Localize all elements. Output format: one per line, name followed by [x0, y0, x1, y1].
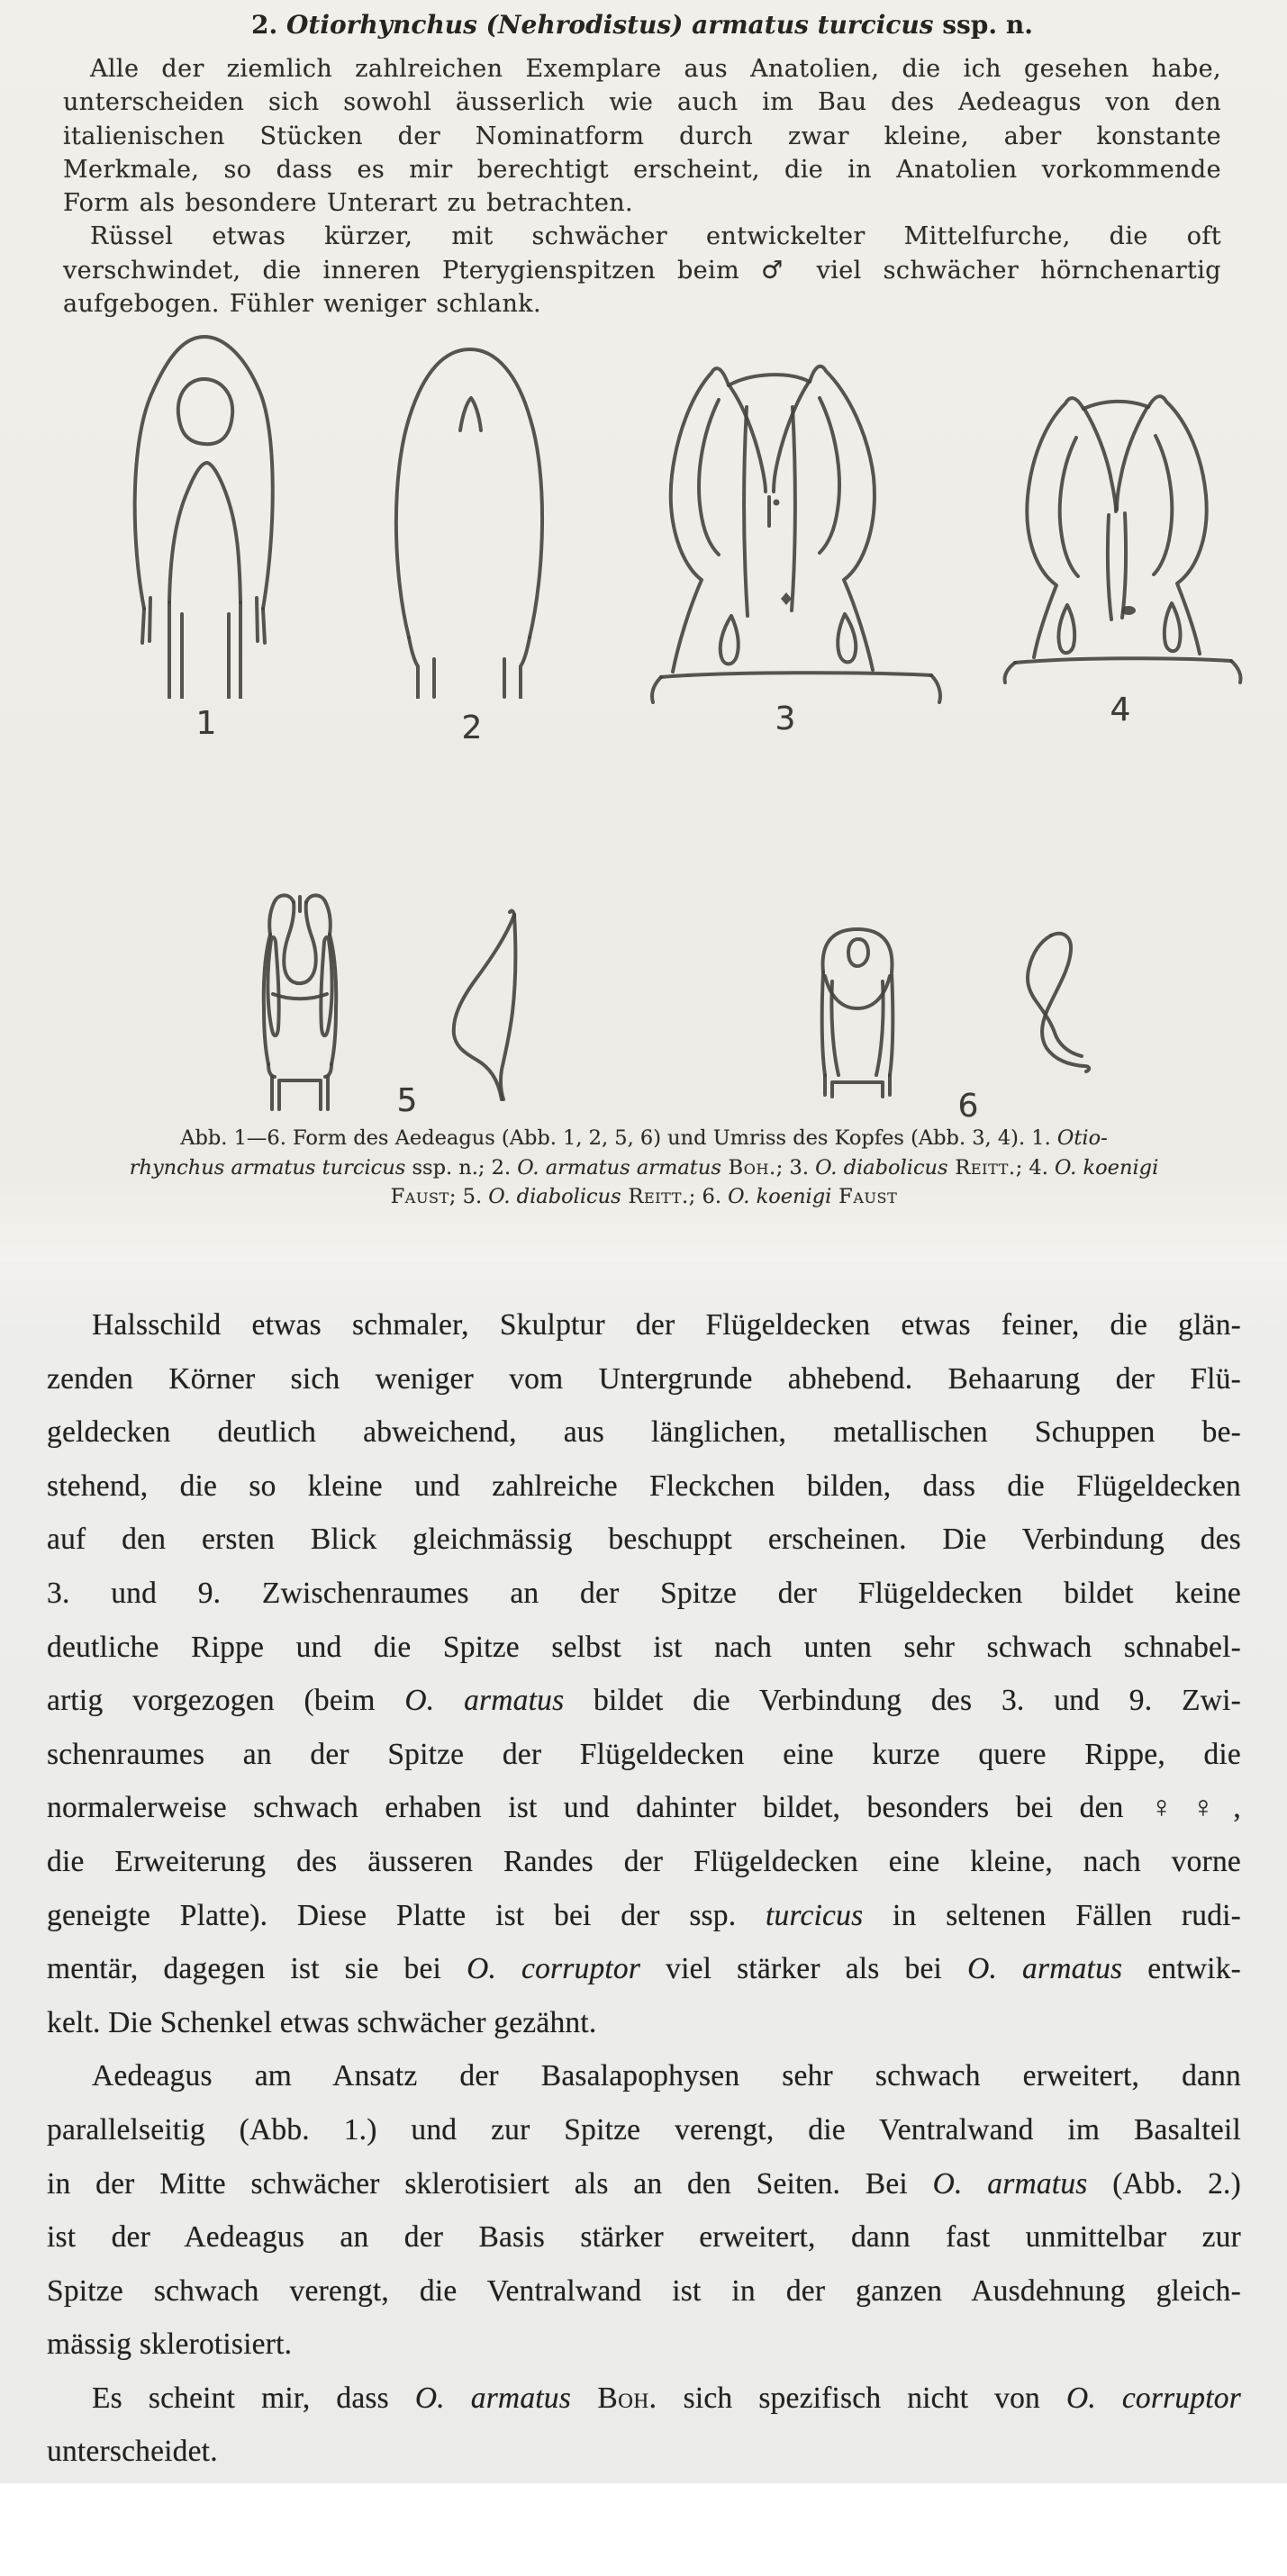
text-line: verschwindet, die inneren Pterygienspitzen beim ♂ viel schwächer hörnchenartig: [63, 256, 1221, 285]
description-paragraph-3: [47, 2372, 1241, 2479]
text-line: mässig sklerotisiert.: [47, 2327, 293, 2362]
section-title: [63, 7, 1221, 43]
figure-2-aedeagus-armatus-drawing: [382, 339, 558, 699]
text-line: Form als besondere Unterart zu betrachten.: [63, 189, 634, 218]
text-line: auf den ersten Blick gleichmässig beschuppt erscheinen. Die Verbindung des: [47, 1523, 1241, 1557]
text-line: deutliche Rippe und die Spitze selbst ist nach unten sehr schwach schnabel-: [47, 1630, 1241, 1664]
text-line: schenraumes an der Spitze der Flügeldecken eine kurze quere Rippe, die: [47, 1737, 1241, 1771]
description-paragraph-1: [47, 1298, 1241, 2049]
text-line: Aedeagus am Ansatz der Basalapophysen sehr schwach erweitert, dann: [92, 2059, 1241, 2093]
text-line: Alle der ziemlich zahlreichen Exemplare aus Anatolien, die ich gesehen habe,: [90, 55, 1221, 83]
text-line: rhynchus armatus turcicus ssp. n.; 2. O. armatus armatus Boh.; 3. O. diabolicus Reitt.; 4. O. koenigi: [129, 1155, 1159, 1180]
page-bottom-margin: [0, 2483, 1287, 2576]
figure-4-head-outline-koenigi-drawing: [993, 382, 1253, 688]
figure-label-5: 5: [396, 1082, 418, 1119]
text-line: parallelseitig (Abb. 1.) und zur Spitze verengt, die Ventralwand im Basalteil: [47, 2112, 1241, 2147]
text-line: Spitze schwach verengt, die Ventralwand ist in der ganzen Ausdehnung gleich-: [47, 2273, 1241, 2308]
intro-paragraph-2: [63, 220, 1221, 321]
figure-5-aedeagus-front-drawing: [252, 886, 351, 1111]
figure-6-aedeagus-side-drawing: [1000, 927, 1099, 1075]
text-line: Faust; 5. O. diabolicus Reitt.; 6. O. koenigi Faust: [390, 1185, 898, 1209]
text-line: 3. und 9. Zwischenraumes an der Spitze der Flügeldecken bildet keine: [47, 1576, 1241, 1610]
text-line: geldecken deutlich abweichend, aus länglichen, metallischen Schuppen be-: [47, 1415, 1241, 1450]
figure-label-4: 4: [1110, 691, 1131, 728]
text-line: italienischen Stücken der Nominatform durch zwar kleine, aber konstante: [63, 122, 1221, 150]
figure-1-aedeagus-turcicus-drawing: [122, 328, 286, 699]
text-line: unterscheiden sich sowohl äusserlich wie auch im Bau des Aedeagus von den: [63, 88, 1221, 117]
text-line: zenden Körner sich weniger vom Untergrunde abhebend. Behaarung der Flü-: [47, 1361, 1241, 1396]
intro-paragraphs: [63, 52, 1221, 321]
text-line: Merkmale, so dass es mir berechtigt erscheint, die in Anatolien vorkommende: [63, 155, 1221, 184]
figure-label-2: 2: [461, 710, 483, 746]
figure-label-3: 3: [775, 700, 796, 737]
text-line: geneigte Platte). Diese Platte ist bei der ssp. turcicus in seltenen Fällen rudi-: [47, 1898, 1242, 1932]
text-line: Halsschild etwas schmaler, Skulptur der Flügeldecken etwas feiner, die glän-: [92, 1308, 1241, 1342]
figure-caption: [77, 1124, 1211, 1212]
figure-label-1: 1: [195, 705, 217, 742]
figure-3-head-outline-diabolicus-drawing: [641, 348, 951, 704]
text-line: stehend, die so kleine und zahlreiche Fleckchen bilden, dass die Flügeldecken: [47, 1469, 1241, 1503]
text-line: normalerweise schwach erhaben ist und dahinter bildet, besonders bei den ♀♀,: [47, 1791, 1241, 1825]
text-line: ist der Aedeagus an der Basis stärker erweitert, dann fast unmittelbar zur: [47, 2220, 1241, 2255]
intro-paragraph-1: [63, 52, 1221, 220]
description-paragraph-2: [47, 2049, 1241, 2372]
text-line: die Erweiterung des äusseren Randes der Flügeldecken eine kleine, nach vorne: [47, 1844, 1241, 1878]
text-line: aufgebogen. Fühler weniger schlank.: [63, 290, 542, 319]
figure-6-aedeagus-front-drawing: [811, 917, 904, 1098]
text-line: Es scheint mir, dass O. armatus Boh. sich spezifisch nicht von O. corruptor: [92, 2381, 1241, 2415]
text-line: 2. Otiorhynchus (Nehrodistus) armatus turcicus ssp. n.: [251, 10, 1033, 40]
text-line: Abb. 1—6. Form des Aedeagus (Abb. 1, 2, 5, 6) und Umriss des Kopfes (Abb. 3, 4). 1. Otio-: [180, 1126, 1108, 1150]
text-line: kelt. Die Schenkel etwas schwächer gezähnt.: [47, 2005, 597, 2039]
figure-5-aedeagus-side-drawing: [445, 908, 528, 1104]
description-paragraphs: [47, 1298, 1241, 2479]
figure-label-6: 6: [957, 1088, 979, 1125]
text-line: artig vorgezogen (beim O. armatus bildet die Verbindung des 3. und 9. Zwi-: [47, 1684, 1241, 1718]
text-line: Rüssel etwas kürzer, mit schwächer entwickelter Mittelfurche, die oft: [90, 222, 1221, 251]
text-line: mentär, dagegen ist sie bei O. corruptor viel stärker als bei O. armatus entwik-: [47, 1952, 1241, 1986]
text-line: in der Mitte schwächer sklerotisiert als an den Seiten. Bei O. armatus (Abb. 2.): [47, 2166, 1241, 2201]
text-line: unterscheidet.: [47, 2435, 218, 2469]
